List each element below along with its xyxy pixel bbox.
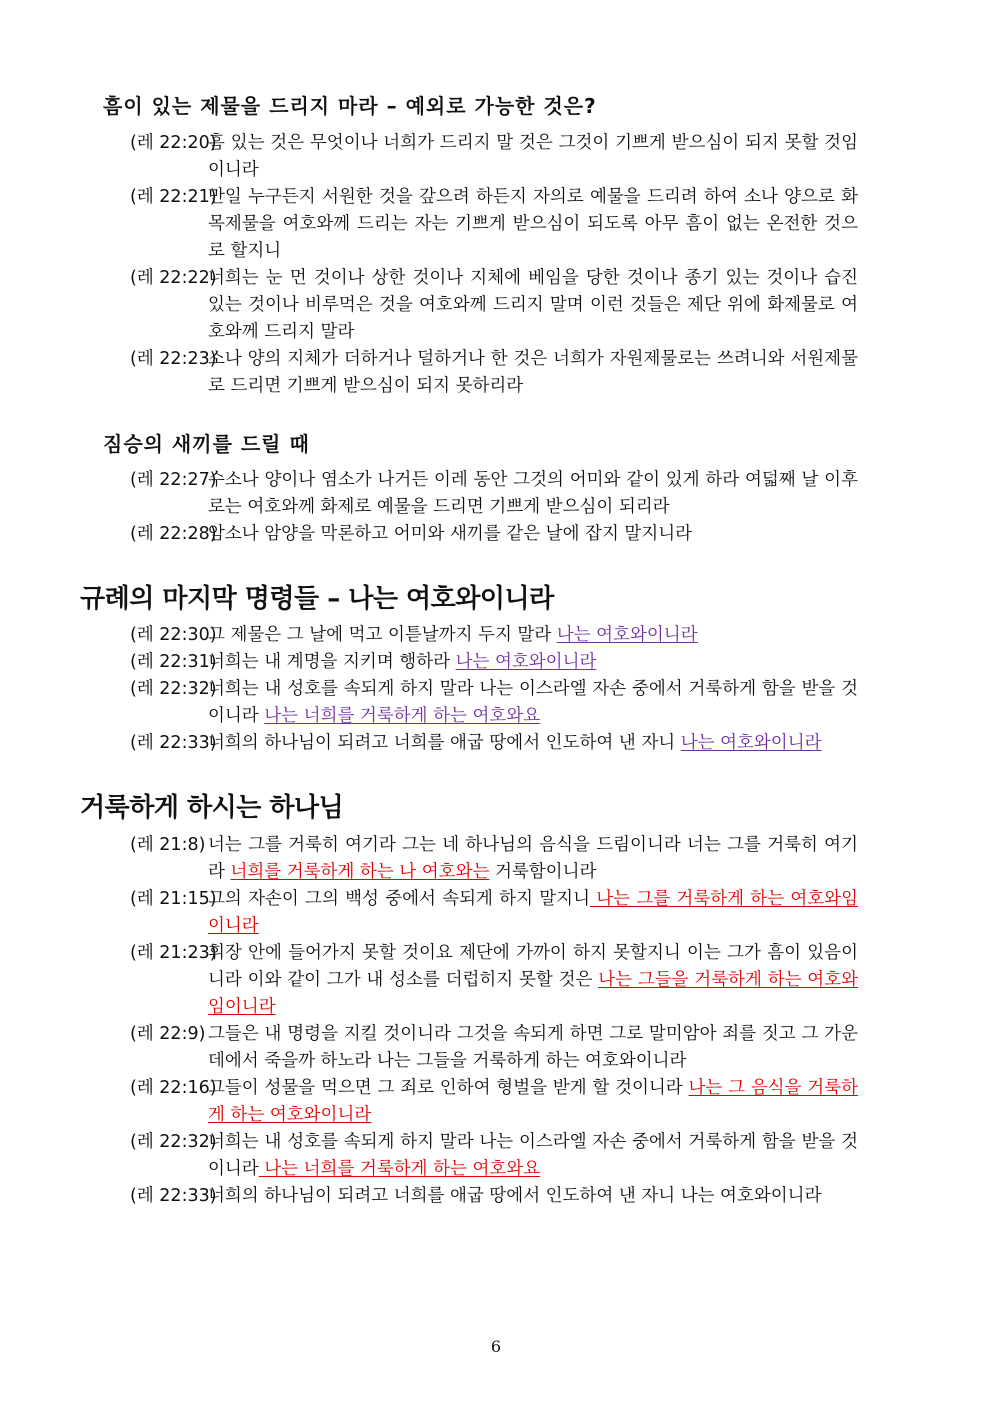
section-title-blemish: 흠이 있는 제물을 드리지 마라 – 예외로 가능한 것은? (103, 94, 597, 118)
verse-lev-21-23 (130, 940, 858, 1021)
highlighted-phrase: 나는 여호와이니라 (455, 652, 597, 672)
verse-lev-22-33 (130, 730, 858, 757)
highlighted-phrase: 나는 너희를 거룩하게 하는 여호와요 (264, 706, 541, 726)
verse-text (208, 265, 858, 346)
verse-text (208, 1129, 858, 1183)
verse-reference: (레 22:27) (130, 470, 217, 490)
verse-text-segment: 흠 있는 것은 무엇이나 너희가 드리지 말 것은 그것이 기쁘게 받으심이 되지 못할 것임이니라 (208, 133, 858, 180)
verse-reference: (레 22:32) (130, 1132, 217, 1152)
verse-text (208, 130, 858, 184)
verse-text-segment: 그 제물은 그 날에 먹고 이튿날까지 두지 말라 (208, 625, 557, 645)
verse-lev-22-20 (130, 130, 858, 184)
verse-reference: (레 22:22) (130, 268, 217, 288)
section-title-young-animals: 짐승의 새끼를 드릴 때 (103, 432, 310, 456)
verse-text (208, 649, 858, 676)
verse-text (208, 346, 858, 400)
highlighted-phrase: 나는 그를 거룩하게 하는 여호와임이니라 (208, 889, 858, 936)
verse-reference: (레 22:33) (130, 1186, 217, 1206)
verse-text-segment: 너희는 눈 먼 것이나 상한 것이나 지체에 베임을 당한 것이나 종기 있는 것이나 습진 있는 것이나 비루먹은 것을 여호와께 드리지 말며 이런 것들은 제단 위에 화제물로 여호와께 드리지 말라 (208, 268, 858, 342)
verse-lev-22-21 (130, 184, 858, 265)
verse-lev-22-33-b (130, 1183, 858, 1210)
verse-lev-22-16 (130, 1075, 858, 1129)
verse-lev-22-9 (130, 1021, 858, 1075)
verse-text (208, 1075, 858, 1129)
verse-reference: (레 22:23) (130, 349, 217, 369)
highlighted-phrase: 나는 그 음식을 거룩하게 하는 여호와이니라 (208, 1078, 858, 1125)
verse-text (208, 886, 858, 940)
verse-lev-22-32-b (130, 1129, 858, 1183)
verse-text-segment: 그들은 내 명령을 지킬 것이니라 그것을 속되게 하면 그로 말미암아 죄를 짓고 그 가운데에서 죽을까 하노라 나는 그들을 거룩하게 하는 여호와이니라 (208, 1024, 858, 1071)
verse-text-segment: 너희는 내 성호를 속되게 하지 말라 나는 이스라엘 자손 중에서 거룩하게 함을 받을 것이니라 (208, 679, 858, 726)
verse-lev-21-8 (130, 832, 858, 886)
verse-text (208, 676, 858, 730)
verse-text-segment: 수소나 양이나 염소가 나거든 이레 동안 그것의 어미와 같이 있게 하라 여덟째 날 이후로는 여호와께 화제로 예물을 드리면 기쁘게 받으심이 되리라 (208, 470, 858, 517)
verse-text-segment: 휘장 안에 들어가지 못할 것이요 제단에 가까이 하지 못할지니 이는 그가 흠이 있음이니라 이와 같이 그가 내 성소를 더럽히지 못할 것은 (208, 943, 858, 990)
verse-text (208, 1021, 858, 1075)
verse-text-segment: 소나 양의 지체가 더하거나 덜하거나 한 것은 너희가 자원제물로는 쓰려니와 서원제물로 드리면 기쁘게 받으심이 되지 못하리라 (208, 349, 858, 396)
verse-text-segment: 그들이 성물을 먹으면 그 죄로 인하여 형벌을 받게 할 것이니라 (208, 1078, 689, 1098)
verse-text (208, 467, 858, 521)
verse-reference: (레 22:28) (130, 524, 217, 544)
verse-text-segment: 거룩함이니라 (489, 862, 597, 882)
section-title-final-commands: 규례의 마지막 명령들 – 나는 여호와이니라 (80, 584, 554, 614)
verse-text-segment: 너희는 내 계명을 지키며 행하라 (208, 652, 456, 672)
verse-text (208, 832, 858, 886)
verse-reference: (레 22:20) (130, 133, 217, 153)
verse-reference: (레 22:16) (130, 1078, 217, 1098)
verse-text-segment: 너희의 하나님이 되려고 너희를 애굽 땅에서 인도하여 낸 자니 (208, 733, 681, 753)
verse-reference: (레 21:23) (130, 943, 217, 963)
verse-text-segment: 너는 그를 거룩히 여기라 그는 네 하나님의 음식을 드림이니라 너는 그를 거룩히 여기라 (208, 835, 858, 882)
verse-text (208, 521, 858, 548)
page-number: 6 (490, 1337, 502, 1356)
verse-reference: (레 21:8) (130, 835, 206, 855)
verse-lev-22-31 (130, 649, 858, 676)
verse-reference: (레 22:30) (130, 625, 217, 645)
verse-text-segment: 암소나 암양을 막론하고 어미와 새끼를 같은 날에 잡지 말지니라 (208, 524, 693, 544)
verse-text-segment: 그의 자손이 그의 백성 중에서 속되게 하지 말지니 (208, 889, 590, 909)
section-title-sanctifying-god: 거룩하게 하시는 하나님 (80, 793, 344, 823)
highlighted-phrase: 나는 여호와이니라 (680, 733, 822, 753)
verse-lev-21-15 (130, 886, 858, 940)
verse-lev-22-27 (130, 467, 858, 521)
verse-reference: (레 22:33) (130, 733, 217, 753)
verse-text (208, 184, 858, 265)
verse-text (208, 940, 858, 1021)
verse-text (208, 1183, 858, 1210)
highlighted-phrase: 나는 여호와이니라 (556, 625, 698, 645)
verse-reference: (레 22:32) (130, 679, 217, 699)
verse-reference: (레 22:21) (130, 187, 217, 207)
verse-lev-22-23 (130, 346, 858, 400)
verse-reference: (레 22:9) (130, 1024, 206, 1044)
highlighted-phrase: 나는 그들을 거룩하게 하는 여호와임이니라 (208, 970, 859, 1017)
verse-lev-22-30 (130, 622, 858, 649)
highlighted-phrase: 나는 너희를 거룩하게 하는 여호와요 (258, 1159, 541, 1179)
verse-text-segment: 너희는 내 성호를 속되게 하지 말라 나는 이스라엘 자손 중에서 거룩하게 함을 받을 것이니라 (208, 1132, 858, 1179)
verse-text-segment: 만일 누구든지 서원한 것을 갚으려 하든지 자의로 예물을 드리려 하여 소나 양으로 화목제물을 여호와께 드리는 자는 기쁘게 받으심이 되도록 아무 흠이 없는 온전한 것으로 할지니 (208, 187, 858, 261)
verse-text (208, 730, 858, 757)
verse-lev-22-28 (130, 521, 858, 548)
verse-lev-22-22 (130, 265, 858, 346)
verse-reference: (레 22:31) (130, 652, 217, 672)
verse-reference: (레 21:15) (130, 889, 217, 909)
verse-text (208, 622, 858, 649)
verse-text-segment: 너희의 하나님이 되려고 너희를 애굽 땅에서 인도하여 낸 자니 나는 여호와이니라 (208, 1186, 822, 1206)
verse-lev-22-32 (130, 676, 858, 730)
highlighted-phrase: 너희를 거룩하게 하는 나 여호와는 (230, 862, 490, 882)
